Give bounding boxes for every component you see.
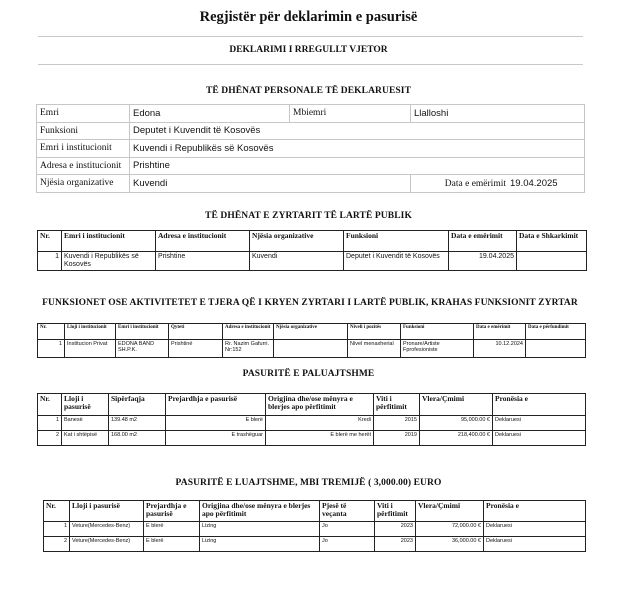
column-header: Qyteti (169, 324, 223, 340)
column-header: Funksioni (344, 231, 449, 252)
table-cell: Veture(Mercedes-Benz) (70, 522, 144, 537)
column-header: Pronësia e (484, 501, 586, 522)
table-cell: Veture(Mercedes-Benz) (70, 537, 144, 552)
table-cell: Lizing (200, 522, 320, 537)
official-table (37, 230, 587, 271)
column-header: Viti i përfitimit (374, 394, 420, 416)
table-cell: 1 (38, 252, 62, 271)
column-header: Njësia organizative (250, 231, 344, 252)
table-cell: Deklaruesi (484, 537, 586, 552)
column-header: Funksioni (401, 324, 474, 340)
institution-address-value: Prishtine (130, 157, 585, 175)
column-header: Niveli i pozitës (348, 324, 401, 340)
column-header: Origjina dhe/ose mënyra e blerjes apo përfitimit (200, 501, 320, 522)
column-header: Nr. (38, 394, 62, 416)
last-name-value: Llalloshi (411, 105, 585, 123)
table-cell: Deputet i Kuvendit të Kosovës (344, 252, 449, 271)
table-cell: Prishtinë (169, 340, 223, 358)
table-cell: Jo (320, 522, 375, 537)
column-header: Data e përfundimit (526, 324, 586, 340)
column-header: Lloji i institucionit (65, 324, 116, 340)
movable-section-heading: PASURITË E LUAJTSHME, MBI TREMIJË ( 3,000.00) EURO (175, 478, 442, 488)
column-header: Prejardhja e pasurisë (144, 501, 200, 522)
table-cell: 1 (44, 522, 70, 537)
table-row (38, 416, 586, 431)
document-title: Regjistër për deklarimin e pasurisë (199, 9, 418, 25)
table-cell: 2015 (374, 416, 420, 431)
column-header: Vlera/Çmimi (416, 501, 484, 522)
column-header: Data e emërimit (474, 324, 526, 340)
institution-value: Kuvendi i Republikës së Kosovës (130, 140, 585, 158)
table-cell: 95,000.00 € (420, 416, 493, 431)
table-cell: Jo (320, 537, 375, 552)
appointment-date-label: Data e emërimit (444, 178, 506, 189)
table-row (38, 431, 586, 446)
table-cell: Lizing (200, 537, 320, 552)
column-header: Sipërfaqja (109, 394, 166, 416)
table-row (38, 252, 587, 271)
table-cell: 19.04.2025 (449, 252, 517, 271)
last-name-label: Mbiemri (290, 105, 411, 123)
first-name-value: Edona (130, 105, 290, 123)
table-cell: Deklaruesi (493, 431, 586, 446)
table-cell: E trashëguar (166, 431, 266, 446)
column-header: Njësia organizative (274, 324, 348, 340)
table-cell: 2023 (375, 522, 416, 537)
table-row (44, 522, 586, 537)
function-label: Funksioni (37, 122, 130, 140)
table-cell: Kuvendi (250, 252, 344, 271)
functions-table (37, 323, 586, 358)
table-cell: 218,400.00 € (420, 431, 493, 446)
org-unit-label: Njësia organizative (37, 175, 130, 193)
column-header: Origjina dhe/ose mënyra e blerjes apo përfitimit (266, 394, 374, 416)
table-cell: E blerë (144, 522, 200, 537)
column-header: Data e emërimit (449, 231, 517, 252)
table-cell: E blerë me herët (266, 431, 374, 446)
column-header: Lloji i pasurisë (70, 501, 144, 522)
table-cell: 139.48 m2 (109, 416, 166, 431)
table-cell: 2 (38, 431, 62, 446)
table-cell: Pronare/Artiste Fprofesioniste (401, 340, 474, 358)
column-header: Pronësia e (493, 394, 586, 416)
column-header: Data e Shkarkimit (517, 231, 587, 252)
table-cell: 168.00 m2 (109, 431, 166, 446)
table-cell: Institucion Privat (65, 340, 116, 358)
table-cell: Kat i shtëpisë (62, 431, 109, 446)
table-cell: 2023 (375, 537, 416, 552)
declaration-type: DEKLARIMI I RREGULLT VJETOR (229, 45, 388, 55)
table-cell: E blerë (144, 537, 200, 552)
org-unit-value: Kuvendi (130, 175, 411, 193)
table-cell: Nivel menaxherial (348, 340, 401, 358)
institution-address-label: Adresa e institucionit (37, 157, 130, 175)
function-value: Deputet i Kuvendit të Kosovës (130, 122, 585, 140)
column-header: Emri i institucionit (116, 324, 169, 340)
column-header: Vlera/Çmimi (420, 394, 493, 416)
column-header: Viti i përfitimit (375, 501, 416, 522)
column-header: Adresa e institucionit (223, 324, 274, 340)
table-row (38, 340, 586, 358)
column-header: Emri i institucionit (62, 231, 156, 252)
table-cell: Rr. Nazim Gafurri. Nr:152 (223, 340, 274, 358)
column-header: Nr. (38, 324, 65, 340)
table-cell: 10.12.2024 (474, 340, 526, 358)
table-row (44, 537, 586, 552)
table-cell: 1 (38, 340, 65, 358)
table-cell: Banesë (62, 416, 109, 431)
table-cell: 1 (38, 416, 62, 431)
movable-property-table (43, 500, 586, 552)
table-cell: Kredi (266, 416, 374, 431)
divider (38, 36, 583, 37)
personal-section-heading: TË DHËNAT PERSONALE TË DEKLARUESIT (205, 86, 412, 96)
column-header: Adresa e institucionit (156, 231, 250, 252)
table-cell: 2 (44, 537, 70, 552)
table-cell: EDONA BAND SH.P.K. (116, 340, 169, 358)
immovable-property-table (37, 393, 586, 446)
table-cell (517, 252, 587, 271)
table-cell: Deklaruesi (493, 416, 586, 431)
table-cell: 72,000.00 € (416, 522, 484, 537)
table-cell: E blerë (166, 416, 266, 431)
column-header: Pjesë të veçanta (320, 501, 375, 522)
column-header: Lloji i pasurisë (62, 394, 109, 416)
first-name-label: Emri (37, 105, 130, 123)
functions-section-heading: FUNKSIONET OSE AKTIVITETET E TJERA QË I KRYEN ZYRTARI I LARTË PUBLIK, KRAHAS FUNKSIONIT ZYRTAR (42, 298, 578, 308)
column-header: Nr. (38, 231, 62, 252)
table-cell: Kuvendi i Republikës së Kosovës (62, 252, 156, 271)
divider (38, 64, 583, 65)
official-section-heading: TË DHËNAT E ZYRTARIT TË LARTË PUBLIK (205, 211, 412, 221)
column-header: Nr. (44, 501, 70, 522)
table-cell: Prishtine (156, 252, 250, 271)
institution-label: Emri i institucionit (37, 140, 130, 158)
table-cell (526, 340, 586, 358)
table-cell: 2019 (374, 431, 420, 446)
table-cell: Deklaruesi (484, 522, 586, 537)
personal-data-table (36, 104, 585, 193)
appointment-date-value: 19.04.2025 (510, 177, 558, 189)
immovable-section-heading: PASURITË E PALUAJTSHME (242, 369, 375, 379)
column-header: Prejardhja e pasurisë (166, 394, 266, 416)
table-cell: 36,000.00 € (416, 537, 484, 552)
table-cell (274, 340, 348, 358)
